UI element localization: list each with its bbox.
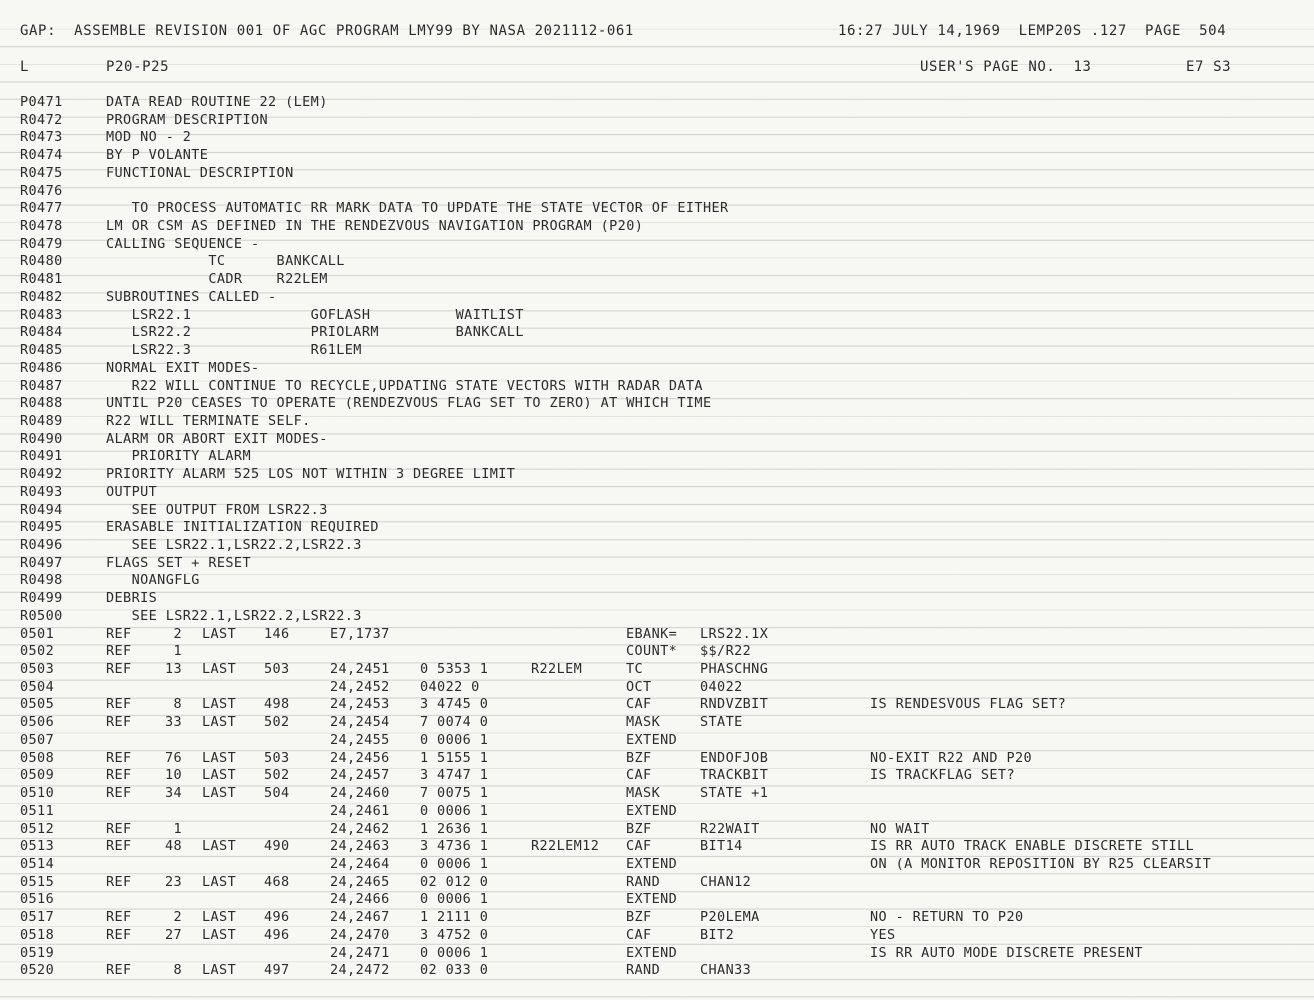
octal-word: 1 5155 1 xyxy=(420,749,489,766)
ref-count: 33 xyxy=(164,714,182,731)
line-number: R0495 xyxy=(20,519,63,536)
last-line: 504 xyxy=(264,785,290,802)
code-label: R22LEM xyxy=(531,661,583,678)
code-comment: YES xyxy=(870,926,896,943)
remark-text: CALLING SEQUENCE - xyxy=(106,235,260,252)
code-line xyxy=(0,908,1314,926)
octal-word: 02 012 0 xyxy=(420,873,489,890)
last-line: 498 xyxy=(264,696,290,713)
remark-line xyxy=(0,554,1314,572)
remark-line xyxy=(0,128,1314,146)
code-line xyxy=(0,678,1314,696)
line-number: R0479 xyxy=(20,235,63,252)
remark-line xyxy=(0,217,1314,235)
operand: STATE xyxy=(700,714,743,731)
ref-keyword: REF xyxy=(106,962,132,979)
ref-count: 23 xyxy=(164,873,182,890)
remark-line xyxy=(0,93,1314,111)
octal-word: 3 4745 0 xyxy=(420,696,489,713)
section-title: P20-P25 xyxy=(106,59,170,75)
line-number: 0513 xyxy=(20,838,55,855)
octal-word: 04022 0 xyxy=(420,678,480,695)
remark-text: FUNCTIONAL DESCRIPTION xyxy=(106,164,294,181)
address: 24,2470 xyxy=(330,926,390,943)
opcode: EXTEND xyxy=(626,802,678,819)
line-number: R0485 xyxy=(20,342,63,359)
last-keyword: LAST xyxy=(202,749,237,766)
line-number: 0515 xyxy=(20,873,55,890)
ref-keyword: REF xyxy=(106,838,132,855)
remark-text: NORMAL EXIT MODES- xyxy=(106,359,260,376)
remark-text: DEBRIS xyxy=(106,590,158,607)
remark-line xyxy=(0,377,1314,395)
last-line: 496 xyxy=(264,926,290,943)
operand: CHAN33 xyxy=(700,962,752,979)
remark-line xyxy=(0,235,1314,253)
code-line xyxy=(0,749,1314,767)
code-line xyxy=(0,944,1314,962)
octal-word: 1 2111 0 xyxy=(420,909,489,926)
bank-id: E7 S3 xyxy=(1186,59,1232,75)
code-comment: NO WAIT xyxy=(870,820,930,837)
section-letter: L xyxy=(20,59,30,75)
operand: 04022 xyxy=(700,678,743,695)
line-number: R0474 xyxy=(20,147,63,164)
code-label: R22LEM12 xyxy=(531,838,600,855)
remark-text: OUTPUT xyxy=(106,483,158,500)
last-keyword: LAST xyxy=(202,785,237,802)
code-comment: IS RENDESVOUS FLAG SET? xyxy=(870,696,1067,713)
line-number: R0473 xyxy=(20,129,63,146)
opcode: CAF xyxy=(626,767,652,784)
address: 24,2464 xyxy=(330,855,390,872)
users-page-number: USER'S PAGE NO. 13 xyxy=(920,59,1092,75)
operand: PHASCHNG xyxy=(700,661,769,678)
code-line xyxy=(0,873,1314,891)
ref-count: 76 xyxy=(164,749,182,766)
ref-keyword: REF xyxy=(106,926,132,943)
last-keyword: LAST xyxy=(202,962,237,979)
last-keyword: LAST xyxy=(202,661,237,678)
remark-line xyxy=(0,359,1314,377)
last-keyword: LAST xyxy=(202,873,237,890)
last-line: 497 xyxy=(264,962,290,979)
ref-count: 8 xyxy=(173,696,182,713)
operand: BIT14 xyxy=(700,838,743,855)
code-line xyxy=(0,802,1314,820)
line-number: 0511 xyxy=(20,802,55,819)
last-line: 503 xyxy=(264,749,290,766)
line-number: R0490 xyxy=(20,430,63,447)
opcode: MASK xyxy=(626,785,661,802)
ref-keyword: REF xyxy=(106,696,132,713)
remark-text: TC BANKCALL xyxy=(106,253,345,270)
code-comment: IS RR AUTO MODE DISCRETE PRESENT xyxy=(870,944,1143,961)
line-number: P0471 xyxy=(20,94,63,110)
last-line: 146 xyxy=(264,625,290,642)
operand: LRS22.1X xyxy=(700,625,769,642)
remark-text: PRIORITY ALARM xyxy=(106,448,251,465)
line-number: R0499 xyxy=(20,590,63,607)
opcode: BZF xyxy=(626,909,652,926)
remark-text: TO PROCESS AUTOMATIC RR MARK DATA TO UPDATE THE STATE VECTOR OF EITHER xyxy=(106,200,729,217)
remark-text: NOANGFLG xyxy=(106,572,200,589)
ref-keyword: REF xyxy=(106,749,132,766)
remark-line xyxy=(0,164,1314,182)
ref-count: 2 xyxy=(173,625,182,642)
code-comment: IS TRACKFLAG SET? xyxy=(870,767,1015,784)
code-line xyxy=(0,695,1314,713)
octal-word: 0 5353 1 xyxy=(420,661,489,678)
address: 24,2467 xyxy=(330,909,390,926)
ref-keyword: REF xyxy=(106,767,132,784)
address: 24,2456 xyxy=(330,749,390,766)
ref-count: 2 xyxy=(173,909,182,926)
remark-text: SUBROUTINES CALLED - xyxy=(106,288,277,305)
address: 24,2463 xyxy=(330,838,390,855)
opcode: BZF xyxy=(626,749,652,766)
line-number: R0481 xyxy=(20,271,63,288)
octal-word: 0 0006 1 xyxy=(420,855,489,872)
address: 24,2451 xyxy=(330,661,390,678)
remark-line xyxy=(0,111,1314,129)
last-keyword: LAST xyxy=(202,926,237,943)
line-number: 0517 xyxy=(20,909,55,926)
code-comment: NO - RETURN TO P20 xyxy=(870,909,1024,926)
line-number: R0491 xyxy=(20,448,63,465)
ref-count: 1 xyxy=(173,820,182,837)
code-comment: ON (A MONITOR REPOSITION BY R25 CLEARSIT xyxy=(870,855,1212,872)
line-number: 0512 xyxy=(20,820,55,837)
opcode: EXTEND xyxy=(626,731,678,748)
address: 24,2457 xyxy=(330,767,390,784)
line-number: R0494 xyxy=(20,501,63,518)
operand: CHAN12 xyxy=(700,873,752,890)
operand: R22WAIT xyxy=(700,820,760,837)
remark-line xyxy=(0,501,1314,519)
octal-word: 0 0006 1 xyxy=(420,731,489,748)
last-keyword: LAST xyxy=(202,767,237,784)
remark-text: R22 WILL CONTINUE TO RECYCLE,UPDATING STATE VECTORS WITH RADAR DATA xyxy=(106,377,703,394)
code-line xyxy=(0,784,1314,802)
remark-text: LSR22.1 GOFLASH WAITLIST xyxy=(106,306,524,323)
line-number: 0507 xyxy=(20,731,55,748)
remark-text: FLAGS SET + RESET xyxy=(106,554,251,571)
line-number: 0518 xyxy=(20,926,55,943)
line-number: 0519 xyxy=(20,944,55,961)
line-number: R0484 xyxy=(20,324,63,341)
remark-line xyxy=(0,341,1314,359)
line-number: R0475 xyxy=(20,164,63,181)
line-number: 0505 xyxy=(20,696,55,713)
opcode: RAND xyxy=(626,873,661,890)
last-line: 502 xyxy=(264,767,290,784)
operand: ENDOFJOB xyxy=(700,749,769,766)
code-line xyxy=(0,961,1314,979)
octal-word: 7 0075 1 xyxy=(420,785,489,802)
remark-text: UNTIL P20 CEASES TO OPERATE (RENDEZVOUS FLAG SET TO ZERO) AT WHICH TIME xyxy=(106,395,712,412)
remark-text: CADR R22LEM xyxy=(106,271,328,288)
line-number: R0488 xyxy=(20,395,63,412)
address: 24,2471 xyxy=(330,944,390,961)
line-number: R0476 xyxy=(20,182,63,199)
line-number: R0478 xyxy=(20,218,63,235)
line-number: 0503 xyxy=(20,661,55,678)
ref-count: 34 xyxy=(164,785,182,802)
address: 24,2472 xyxy=(330,962,390,979)
remark-text: SEE LSR22.1,LSR22.2,LSR22.3 xyxy=(106,537,362,553)
last-keyword: LAST xyxy=(202,714,237,731)
remark-line xyxy=(0,288,1314,306)
remark-text: ALARM OR ABORT EXIT MODES- xyxy=(106,430,328,447)
remark-line xyxy=(0,518,1314,536)
line-number: R0500 xyxy=(20,607,63,624)
code-line xyxy=(0,642,1314,660)
address: 24,2455 xyxy=(330,731,390,748)
remark-text: LSR22.2 PRIOLARM BANKCALL xyxy=(106,324,524,341)
opcode: CAF xyxy=(626,696,652,713)
last-keyword: LAST xyxy=(202,909,237,926)
line-number: 0509 xyxy=(20,767,55,784)
ref-count: 27 xyxy=(164,926,182,943)
remark-text: ERASABLE INITIALIZATION REQUIRED xyxy=(106,519,379,536)
code-line xyxy=(0,926,1314,944)
remark-line xyxy=(0,394,1314,412)
line-number: R0482 xyxy=(20,288,63,305)
ref-keyword: REF xyxy=(106,661,132,678)
line-number: 0502 xyxy=(20,643,55,660)
code-line xyxy=(0,766,1314,784)
code-comment: IS RR AUTO TRACK ENABLE DISCRETE STILL xyxy=(870,838,1195,855)
header-left: GAP: ASSEMBLE REVISION 001 OF AGC PROGRAM LMY99 BY NASA 2021112-061 xyxy=(20,23,634,39)
line-number: 0501 xyxy=(20,625,55,642)
ref-keyword: REF xyxy=(106,785,132,802)
octal-word: 1 2636 1 xyxy=(420,820,489,837)
ref-keyword: REF xyxy=(106,873,132,890)
opcode: EXTEND xyxy=(626,944,678,961)
remark-line xyxy=(0,323,1314,341)
address: 24,2465 xyxy=(330,873,390,890)
opcode: EBANK= xyxy=(626,625,678,642)
last-line: 502 xyxy=(264,714,290,731)
ref-count: 8 xyxy=(173,962,182,979)
ref-keyword: REF xyxy=(106,643,132,660)
operand: RNDVZBIT xyxy=(700,696,769,713)
remark-line xyxy=(0,182,1314,200)
code-line xyxy=(0,713,1314,731)
octal-word: 0 0006 1 xyxy=(420,891,489,908)
line-number: R0493 xyxy=(20,483,63,500)
remark-line xyxy=(0,412,1314,430)
line-number: R0497 xyxy=(20,554,63,571)
last-line: 490 xyxy=(264,838,290,855)
last-keyword: LAST xyxy=(202,838,237,855)
remark-line xyxy=(0,589,1314,607)
code-line xyxy=(0,820,1314,838)
code-line xyxy=(0,837,1314,855)
operand: TRACKBIT xyxy=(700,767,769,784)
line-number: R0477 xyxy=(20,200,63,217)
header-line xyxy=(0,22,1314,40)
last-keyword: LAST xyxy=(202,625,237,642)
remark-line xyxy=(0,536,1314,554)
ref-count: 10 xyxy=(164,767,182,784)
last-line: 503 xyxy=(264,661,290,678)
line-number: 0508 xyxy=(20,749,55,766)
line-number: 0516 xyxy=(20,891,55,908)
remark-line xyxy=(0,430,1314,448)
operand: BIT2 xyxy=(700,926,735,943)
line-number: R0472 xyxy=(20,111,63,128)
remark-text: SEE LSR22.1,LSR22.2,LSR22.3 xyxy=(106,607,362,624)
line-number: R0489 xyxy=(20,412,63,429)
address: E7,1737 xyxy=(330,625,390,642)
code-line xyxy=(0,731,1314,749)
address: 24,2454 xyxy=(330,714,390,731)
code-line xyxy=(0,890,1314,908)
remark-text: SEE OUTPUT FROM LSR22.3 xyxy=(106,501,328,518)
remark-line xyxy=(0,483,1314,501)
operand: $$/R22 xyxy=(700,643,752,660)
ref-keyword: REF xyxy=(106,820,132,837)
line-number: R0496 xyxy=(20,537,63,553)
operand: STATE +1 xyxy=(700,785,769,802)
remark-text: MOD NO - 2 xyxy=(106,129,192,146)
line-number: 0510 xyxy=(20,785,55,802)
octal-word: 0 0006 1 xyxy=(420,802,489,819)
address: 24,2453 xyxy=(330,696,390,713)
code-line xyxy=(0,625,1314,643)
header-right: 16:27 JULY 14,1969 LEMP20S .127 PAGE 504 xyxy=(838,23,1227,39)
opcode: CAF xyxy=(626,838,652,855)
line-number: 0514 xyxy=(20,855,55,872)
opcode: COUNT* xyxy=(626,643,678,660)
remark-line xyxy=(0,607,1314,625)
ref-keyword: REF xyxy=(106,909,132,926)
ref-count: 48 xyxy=(164,838,182,855)
ref-keyword: REF xyxy=(106,714,132,731)
remark-text: LSR22.3 R61LEM xyxy=(106,342,362,359)
opcode: OCT xyxy=(626,678,652,695)
opcode: CAF xyxy=(626,926,652,943)
opcode: MASK xyxy=(626,714,661,731)
line-number: 0504 xyxy=(20,678,55,695)
line-number: R0498 xyxy=(20,572,63,589)
opcode: BZF xyxy=(626,820,652,837)
address: 24,2466 xyxy=(330,891,390,908)
remark-line xyxy=(0,465,1314,483)
remark-line xyxy=(0,199,1314,217)
line-number: R0483 xyxy=(20,306,63,323)
ref-keyword: REF xyxy=(106,625,132,642)
remark-line xyxy=(0,306,1314,324)
remark-text: PRIORITY ALARM 525 LOS NOT WITHIN 3 DEGREE LIMIT xyxy=(106,466,516,483)
remark-text: LM OR CSM AS DEFINED IN THE RENDEZVOUS NAVIGATION PROGRAM (P20) xyxy=(106,218,644,235)
address: 24,2460 xyxy=(330,785,390,802)
code-comment: NO-EXIT R22 AND P20 xyxy=(870,749,1033,766)
address: 24,2462 xyxy=(330,820,390,837)
opcode: RAND xyxy=(626,962,661,979)
remark-text: BY P VOLANTE xyxy=(106,147,209,164)
octal-word: 0 0006 1 xyxy=(420,944,489,961)
last-keyword: LAST xyxy=(202,696,237,713)
line-number: R0487 xyxy=(20,377,63,394)
remark-line xyxy=(0,146,1314,164)
code-line xyxy=(0,855,1314,873)
subheader-line xyxy=(0,58,1314,76)
address: 24,2461 xyxy=(330,802,390,819)
operand: P20LEMA xyxy=(700,909,760,926)
line-number: 0506 xyxy=(20,714,55,731)
octal-word: 7 0074 0 xyxy=(420,714,489,731)
remark-line xyxy=(0,447,1314,465)
last-line: 468 xyxy=(264,873,290,890)
line-number: 0520 xyxy=(20,962,55,979)
last-line: 496 xyxy=(264,909,290,926)
remark-line xyxy=(0,571,1314,589)
ref-count: 1 xyxy=(173,643,182,660)
octal-word: 3 4752 0 xyxy=(420,926,489,943)
address: 24,2452 xyxy=(330,678,390,695)
octal-word: 3 4747 1 xyxy=(420,767,489,784)
remark-text: R22 WILL TERMINATE SELF. xyxy=(106,412,311,429)
opcode: EXTEND xyxy=(626,891,678,908)
code-line xyxy=(0,660,1314,678)
remark-text: DATA READ ROUTINE 22 (LEM) xyxy=(106,94,328,110)
line-number: R0492 xyxy=(20,466,63,483)
remark-line xyxy=(0,270,1314,288)
octal-word: 3 4736 1 xyxy=(420,838,489,855)
opcode: EXTEND xyxy=(626,855,678,872)
line-number: R0480 xyxy=(20,253,63,270)
ref-count: 13 xyxy=(164,661,182,678)
line-number: R0486 xyxy=(20,359,63,376)
octal-word: 02 033 0 xyxy=(420,962,489,979)
remark-text: PROGRAM DESCRIPTION xyxy=(106,111,269,128)
remark-line xyxy=(0,252,1314,270)
opcode: TC xyxy=(626,661,644,678)
